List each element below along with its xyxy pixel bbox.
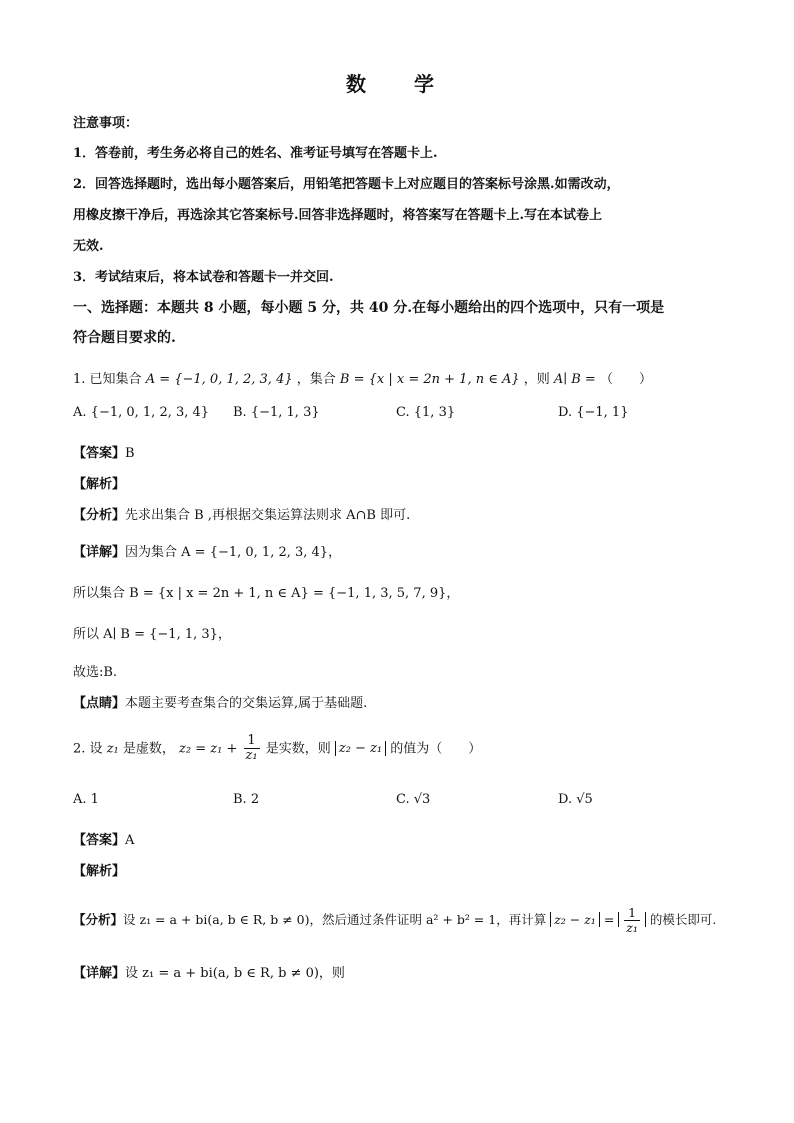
q2-analysis-tag: 【解析】 bbox=[73, 864, 126, 879]
section-heading-cont: 符合题目要求的. bbox=[73, 330, 176, 346]
q1-xiangjie-4: 故选:B. bbox=[73, 665, 118, 680]
q1-xiangjie-1: 【详解】因为集合 A = {−1, 0, 1, 2, 3, 4}， bbox=[73, 545, 342, 560]
q2-fraction: $\frac{1}{\text{z₁}}$ bbox=[245, 733, 258, 764]
q2-fenxi-abs: z₂ − z₁ bbox=[550, 912, 600, 927]
q1-analysis-tag: 【解析】 bbox=[73, 477, 126, 492]
notice-heading: 注意事项： bbox=[73, 116, 139, 131]
q2-option-d: D. √5 bbox=[558, 792, 593, 807]
q1-set-a: A = {−1, 0, 1, 2, 3, 4} bbox=[145, 372, 293, 387]
question-2: 2. 设 z₁ 是虚数， z₂ = z₁ + $\frac{1}{\text{z₁}}$ 是实数，则 z₂ − z₁ 的值为（ ） bbox=[73, 733, 482, 764]
section-heading: 一、选择题：本题共 8 小题，每小题 5 分，共 40 分.在每小题给出的四个选项中，只有一项是 bbox=[73, 300, 665, 316]
q1-expr: A∣ B = bbox=[553, 372, 596, 387]
q1-xiangjie-3: 所以 A∣ B = {−1, 1, 3}， bbox=[73, 627, 231, 642]
q2-fenxi: 【分析】设 z₁ = a + bi(a, b ∈ R, b ≠ 0)，然后通过条件证明 a² + b² = 1，再计算 z₂ − z₁ = $\frac{1}{\text{z₁}}$ 的模长即可. bbox=[73, 905, 717, 935]
q1-option-a: A. {−1, 0, 1, 2, 3, 4} bbox=[73, 405, 210, 420]
q2-option-a: A. 1 bbox=[73, 792, 99, 807]
q1-set-b: B = {x | x = 2n + 1, n ∈ A} bbox=[339, 372, 520, 387]
page-title: 数 学 bbox=[346, 72, 448, 96]
q2-abs-expr: z₂ − z₁ bbox=[335, 741, 386, 756]
notice-item-2: 2．回答选择题时，选出每小题答案后，用铅笔把答题卡上对应题目的答案标号涂黑.如需改动， bbox=[73, 177, 620, 192]
q2-option-b: B. 2 bbox=[233, 792, 260, 807]
q2-option-c: C. √3 bbox=[396, 792, 431, 807]
q1-paren: （ ） bbox=[599, 372, 652, 387]
q1-dianjing: 【点睛】本题主要考查集合的交集运算,属于基础题. bbox=[73, 696, 368, 711]
q1-option-d: D. {−1, 1} bbox=[558, 405, 629, 420]
question-1 bbox=[73, 368, 734, 387]
notice-item-2-cont: 用橡皮擦干净后，再选涂其它答案标号.回答非选择题时，将答案写在答题卡上.写在本试卷上 bbox=[73, 208, 603, 223]
q1-prefix: 1. 已知集合 bbox=[73, 372, 142, 387]
q1-option-b: B. {−1, 1, 3} bbox=[233, 405, 320, 420]
notice-item-3: 3．考试结束后，将本试卷和答题卡一并交回. bbox=[73, 270, 334, 285]
q1-option-c: C. {1, 3} bbox=[396, 405, 456, 420]
q1-answer: 【答案】B bbox=[73, 446, 135, 461]
q1-tail: ，则 bbox=[523, 372, 550, 387]
q2-fenxi-fraction: $\frac{1}{\text{z₁}}$ bbox=[626, 905, 638, 935]
notice-item-1: 1．答卷前，考生务必将自己的姓名、准考证号填写在答题卡上. bbox=[73, 146, 438, 161]
q1-xiangjie-2: 所以集合 B = {x | x = 2n + 1, n ∈ A} = {−1, 1, 3, 5, 7, 9}， bbox=[73, 586, 460, 601]
q2-answer: 【答案】A bbox=[73, 833, 135, 848]
q2-xiangjie: 【详解】设 z₁ = a + bi(a, b ∈ R, b ≠ 0)，则 bbox=[73, 966, 345, 981]
q2-z2-eq: z₂ = z₁ + bbox=[179, 741, 238, 757]
q2-z1: z₁ bbox=[106, 741, 119, 757]
q1-mid: ，集合 bbox=[296, 372, 336, 387]
notice-item-2-end: 无效. bbox=[73, 239, 104, 254]
q1-fenxi: 【分析】先求出集合 B ,再根据交集运算法则求 A∩B 即可. bbox=[73, 508, 411, 523]
